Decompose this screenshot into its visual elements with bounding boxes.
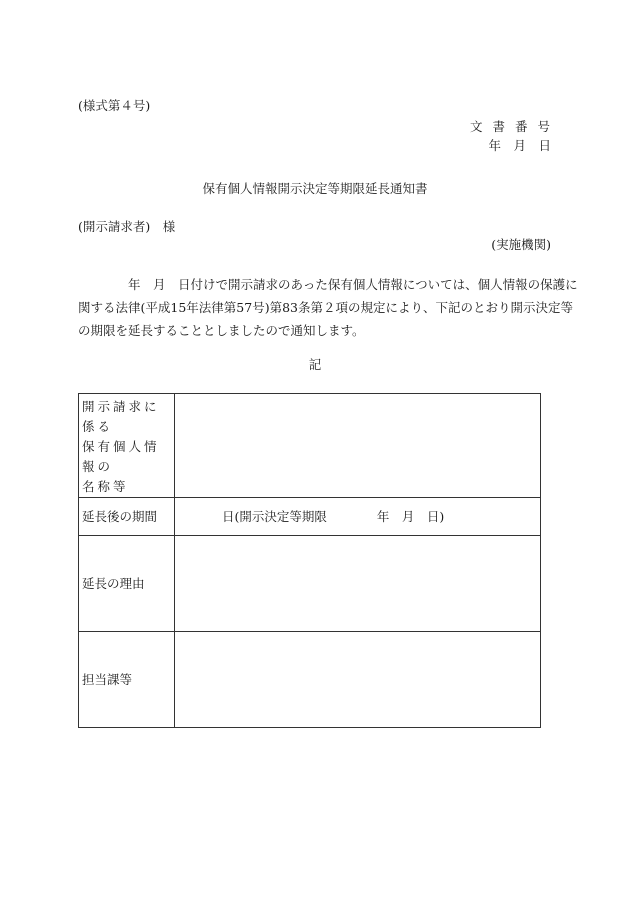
table-row-department: [79, 632, 541, 728]
body-line-2: 関する法律(平成15年法律第57号)第83条第２項の規定により、下記のとおり開示決定等: [78, 300, 573, 315]
recipient-line: (開示請求者) 様: [78, 219, 176, 234]
info-table: [78, 393, 541, 728]
body-line-1: 年 月 日付けで開示請求のあった保有個人情報については、個人情報の保護に: [78, 277, 578, 292]
value-extended-period: 日(開示決定等期限 年 月 日): [175, 498, 541, 536]
body-line-3: の期限を延長することとしましたので通知します。: [78, 323, 365, 338]
label-line: 保有個人情報の: [82, 439, 160, 474]
label-document-name: [79, 394, 175, 498]
label-reason: 延長の理由: [79, 536, 175, 632]
label-line: 開示請求に係る: [82, 399, 160, 434]
value-document-name: [175, 394, 541, 498]
form-number: (様式第４号): [78, 98, 151, 113]
value-department: [175, 632, 541, 728]
label-line: 名称等: [82, 479, 129, 494]
document-title: 保有個人情報開示決定等期限延長通知書: [202, 181, 428, 196]
value-reason: [175, 536, 541, 632]
ki-heading: 記: [308, 357, 322, 372]
table-row-reason: [79, 536, 541, 632]
table-row-document-name: [79, 394, 541, 498]
label-extended-period: 延長後の期間: [79, 498, 175, 536]
issuer-line: (実施機関): [491, 237, 551, 252]
date-label: 年 月 日: [488, 138, 551, 153]
table-row-extended-period: [79, 498, 541, 536]
label-department: 担当課等: [79, 632, 175, 728]
document-number-label: 文書番号: [469, 119, 560, 134]
